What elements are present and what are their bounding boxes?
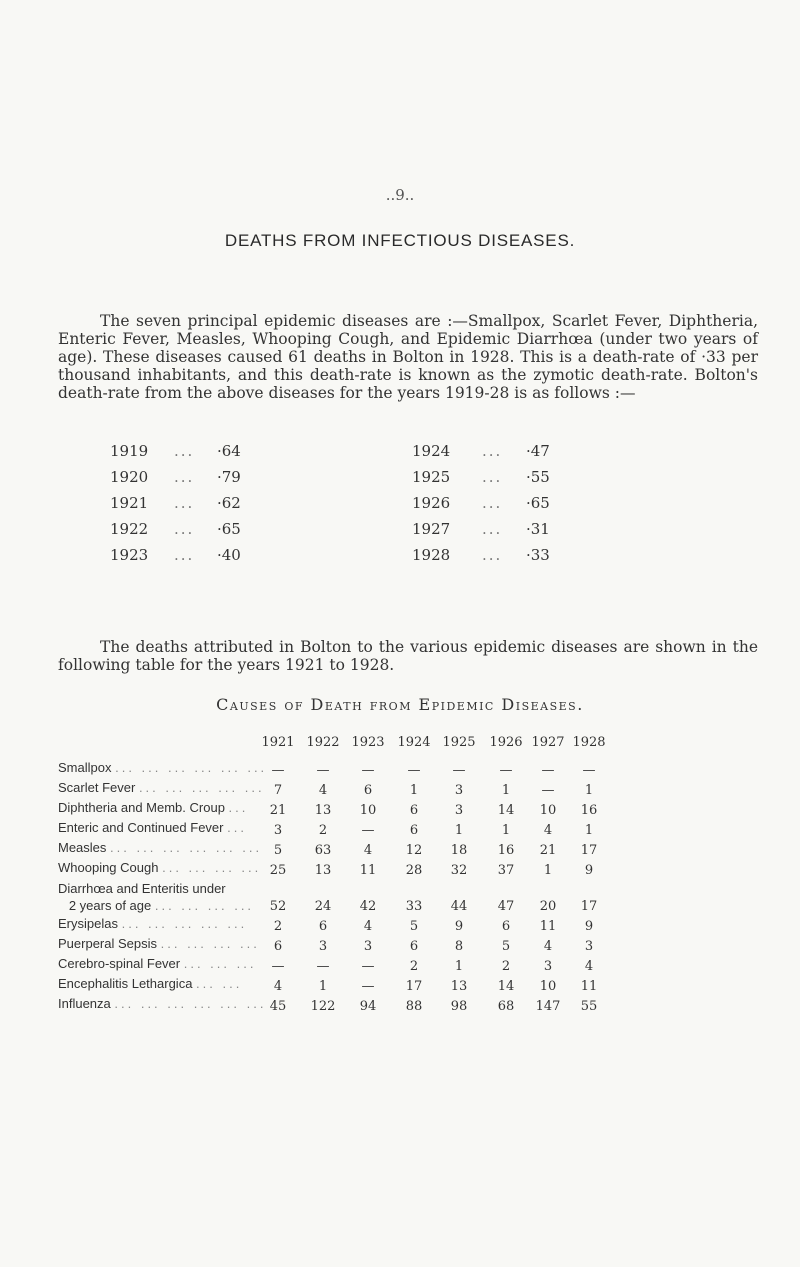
table-cell: 9	[584, 863, 594, 878]
table-cell: 4	[543, 823, 553, 838]
rate-year: 1920	[110, 468, 149, 486]
table-cell: 16	[497, 843, 515, 858]
table-cell: 47	[497, 899, 515, 914]
year-header: 1928	[572, 735, 606, 750]
table-cell: 6	[409, 823, 419, 838]
dot-leader: ...	[482, 442, 503, 460]
table-cell: 63	[314, 843, 332, 858]
dot-leader: ... ... ... ... ...	[138, 780, 265, 795]
table-cell: 2	[409, 959, 419, 974]
table-cell: 1	[454, 823, 464, 838]
table-cell: 32	[450, 863, 468, 878]
rate-year: 1919	[110, 442, 149, 460]
rate-year: 1924	[412, 442, 451, 460]
table-cell: 6	[318, 919, 328, 934]
table-cell: 2	[318, 823, 328, 838]
disease-name: Diarrhœa and Enteritis under	[58, 881, 226, 896]
rate-value: ·64	[217, 442, 241, 460]
table-cell: 147	[535, 999, 561, 1014]
table-cell: 10	[539, 803, 557, 818]
table-cell: 17	[580, 843, 598, 858]
table-row	[58, 820, 798, 840]
disease-name-continued: 2 years of age	[68, 898, 152, 913]
table-cell: 13	[450, 979, 468, 994]
table-cell: —	[582, 763, 596, 778]
disease-name: Cerebro-spinal Fever	[58, 956, 181, 971]
table-cell: —	[452, 763, 466, 778]
table-cell: 8	[454, 939, 464, 954]
table-intro-paragraph: The deaths attributed in Bolton to the various epidemic diseases are shown in the following table for the years 1921 to 1928.	[58, 638, 758, 674]
table-cell: 122	[310, 999, 336, 1014]
table-cell: 45	[269, 999, 287, 1014]
rate-row	[110, 468, 710, 494]
rate-year: 1926	[412, 494, 451, 512]
rate-row	[110, 520, 710, 546]
table-row	[58, 880, 798, 916]
table-cell: 4	[543, 939, 553, 954]
rate-value: ·79	[217, 468, 241, 486]
rate-value: ·40	[217, 546, 241, 564]
page-heading: DEATHS FROM INFECTIOUS DISEASES.	[224, 231, 576, 250]
dot-leader: ...	[482, 494, 503, 512]
rate-value: ·65	[526, 494, 550, 512]
table-cell: 11	[539, 919, 557, 934]
dot-leader: ... ... ... ... ... ...	[115, 760, 268, 775]
table-cell: 1	[584, 823, 594, 838]
rate-row	[110, 494, 710, 520]
disease-name: Influenza	[58, 996, 111, 1011]
table-cell: —	[361, 959, 375, 974]
epidemic-deaths-table	[58, 760, 798, 1016]
table-cell: 4	[363, 843, 373, 858]
table-cell: 3	[273, 823, 283, 838]
dot-leader: ... ... ... ... ... ...	[110, 840, 263, 855]
table-cell: 1	[501, 823, 511, 838]
table-cell: 13	[314, 803, 332, 818]
table-cell: 5	[501, 939, 511, 954]
dot-leader: ...	[174, 442, 195, 460]
year-header: 1924	[397, 735, 431, 750]
table-cell: 68	[497, 999, 515, 1014]
table-cell: 3	[584, 939, 594, 954]
table-title: Causes of Death from Epidemic Diseases.	[216, 695, 584, 714]
table-cell: 20	[539, 899, 557, 914]
table-cell: 18	[450, 843, 468, 858]
table-cell: 12	[405, 843, 423, 858]
dot-leader: ... ... ... ... ... ...	[114, 996, 267, 1011]
table-row	[58, 800, 798, 820]
year-header: 1926	[489, 735, 523, 750]
table-cell: —	[541, 783, 555, 798]
table-cell: 6	[273, 939, 283, 954]
disease-name: Enteric and Continued Fever	[58, 820, 224, 835]
table-cell: 9	[584, 919, 594, 934]
table-row	[58, 996, 798, 1016]
table-row	[58, 976, 798, 996]
table-cell: 1	[543, 863, 553, 878]
table-cell: 98	[450, 999, 468, 1014]
table-cell: 94	[359, 999, 377, 1014]
dot-leader: ... ... ... ...	[162, 860, 262, 875]
table-cell: 1	[584, 783, 594, 798]
year-header: 1922	[306, 735, 340, 750]
dot-leader: ... ... ... ...	[154, 898, 255, 913]
table-cell: 11	[359, 863, 377, 878]
dot-leader: ... ...	[196, 976, 243, 991]
table-cell: 4	[318, 783, 328, 798]
table-cell: 33	[405, 899, 423, 914]
disease-name: Scarlet Fever	[58, 780, 136, 795]
table-cell: 21	[269, 803, 287, 818]
rate-year: 1927	[412, 520, 451, 538]
disease-name: Smallpox	[58, 760, 112, 775]
table-cell: —	[316, 959, 330, 974]
table-cell: 17	[580, 899, 598, 914]
dot-leader: ...	[174, 520, 195, 538]
table-cell: 9	[454, 919, 464, 934]
table-cell: —	[361, 763, 375, 778]
table-cell: 42	[359, 899, 377, 914]
table-cell: 11	[580, 979, 598, 994]
year-header: 1923	[351, 735, 385, 750]
table-cell: 3	[318, 939, 328, 954]
table-cell: —	[271, 959, 285, 974]
table-row	[58, 760, 798, 780]
death-rate-list	[110, 442, 710, 572]
table-cell: 4	[584, 959, 594, 974]
table-cell: 17	[405, 979, 423, 994]
table-cell: 3	[543, 959, 553, 974]
disease-name: Whooping Cough	[58, 860, 159, 875]
table-cell: 21	[539, 843, 557, 858]
table-cell: 1	[501, 783, 511, 798]
table-cell: 14	[497, 803, 515, 818]
table-cell: 3	[454, 803, 464, 818]
rate-value: ·55	[526, 468, 550, 486]
table-cell: 1	[318, 979, 328, 994]
dot-leader: ...	[174, 494, 195, 512]
table-cell: 88	[405, 999, 423, 1014]
disease-name: Puerperal Sepsis	[58, 936, 157, 951]
table-cell: 3	[363, 939, 373, 954]
disease-name: Diphtheria and Memb. Croup	[58, 800, 225, 815]
table-cell: —	[316, 763, 330, 778]
table-row	[58, 916, 798, 936]
dot-leader: ...	[174, 468, 195, 486]
dot-leader: ... ... ... ... ...	[121, 916, 248, 931]
disease-name: Erysipelas	[58, 916, 118, 931]
table-cell: 6	[409, 939, 419, 954]
dot-leader: ...	[228, 800, 249, 815]
table-cell: 4	[273, 979, 283, 994]
year-header: 1925	[442, 735, 476, 750]
rate-row	[110, 546, 710, 572]
table-cell: —	[541, 763, 555, 778]
table-cell: —	[499, 763, 513, 778]
rate-value: ·65	[217, 520, 241, 538]
rate-value: ·47	[526, 442, 550, 460]
table-cell: 4	[363, 919, 373, 934]
rate-value: ·33	[526, 546, 550, 564]
table-cell: 6	[409, 803, 419, 818]
table-cell: 13	[314, 863, 332, 878]
table-cell: 55	[580, 999, 598, 1014]
table-row	[58, 936, 798, 956]
year-header: 1921	[261, 735, 295, 750]
table-cell: —	[361, 979, 375, 994]
dot-leader: ...	[482, 468, 503, 486]
table-row	[58, 780, 798, 800]
table-cell: 37	[497, 863, 515, 878]
rate-year: 1922	[110, 520, 149, 538]
table-cell: 14	[497, 979, 515, 994]
rate-year: 1921	[110, 494, 149, 512]
table-row	[58, 840, 798, 860]
table-cell: —	[407, 763, 421, 778]
table-cell: 7	[273, 783, 283, 798]
year-header: 1927	[531, 735, 565, 750]
table-cell: 16	[580, 803, 598, 818]
table-cell: 24	[314, 899, 332, 914]
page-number: ..9..	[385, 186, 415, 204]
table-cell: 52	[269, 899, 287, 914]
table-row	[58, 860, 798, 880]
dot-leader: ...	[482, 546, 503, 564]
dot-leader: ...	[482, 520, 503, 538]
table-cell: 25	[269, 863, 287, 878]
disease-name: Encephalitis Lethargica	[58, 976, 193, 991]
table-cell: 1	[454, 959, 464, 974]
table-row	[58, 956, 798, 976]
table-cell: 28	[405, 863, 423, 878]
table-cell: 6	[501, 919, 511, 934]
table-cell: 10	[359, 803, 377, 818]
rate-year: 1928	[412, 546, 451, 564]
table-cell: 2	[273, 919, 283, 934]
dot-leader: ... ... ...	[183, 956, 257, 971]
rate-row	[110, 442, 710, 468]
table-cell: 5	[273, 843, 283, 858]
rate-year: 1923	[110, 546, 149, 564]
dot-leader: ... ... ... ...	[160, 936, 260, 951]
table-cell: 6	[363, 783, 373, 798]
table-column-headers	[0, 735, 800, 755]
table-cell: 44	[450, 899, 468, 914]
rate-value: ·62	[217, 494, 241, 512]
table-cell: 10	[539, 979, 557, 994]
table-cell: 5	[409, 919, 419, 934]
intro-paragraph: The seven principal epidemic diseases are :—Smallpox, Scarlet Fever, Diphtheria, Enteric Fever, Measles, Whooping Cough, and Epidemic Diarrhœa (under two years of age). These diseases caused 61 deaths in Bolton in 1928. This is a death-rate of ·33 per thousand inhabitants, and this death-rate is known as the zymotic death-rate. Bolton's death-rate from the above diseases for the years 1919-28 is as follows :—	[58, 312, 758, 402]
table-cell: 1	[409, 783, 419, 798]
table-cell: —	[271, 763, 285, 778]
rate-year: 1925	[412, 468, 451, 486]
dot-leader: ...	[174, 546, 195, 564]
dot-leader: ...	[227, 820, 247, 835]
table-cell: —	[361, 823, 375, 838]
table-cell: 2	[501, 959, 511, 974]
table-cell: 3	[454, 783, 464, 798]
rate-value: ·31	[526, 520, 550, 538]
disease-name: Measles	[58, 840, 107, 855]
